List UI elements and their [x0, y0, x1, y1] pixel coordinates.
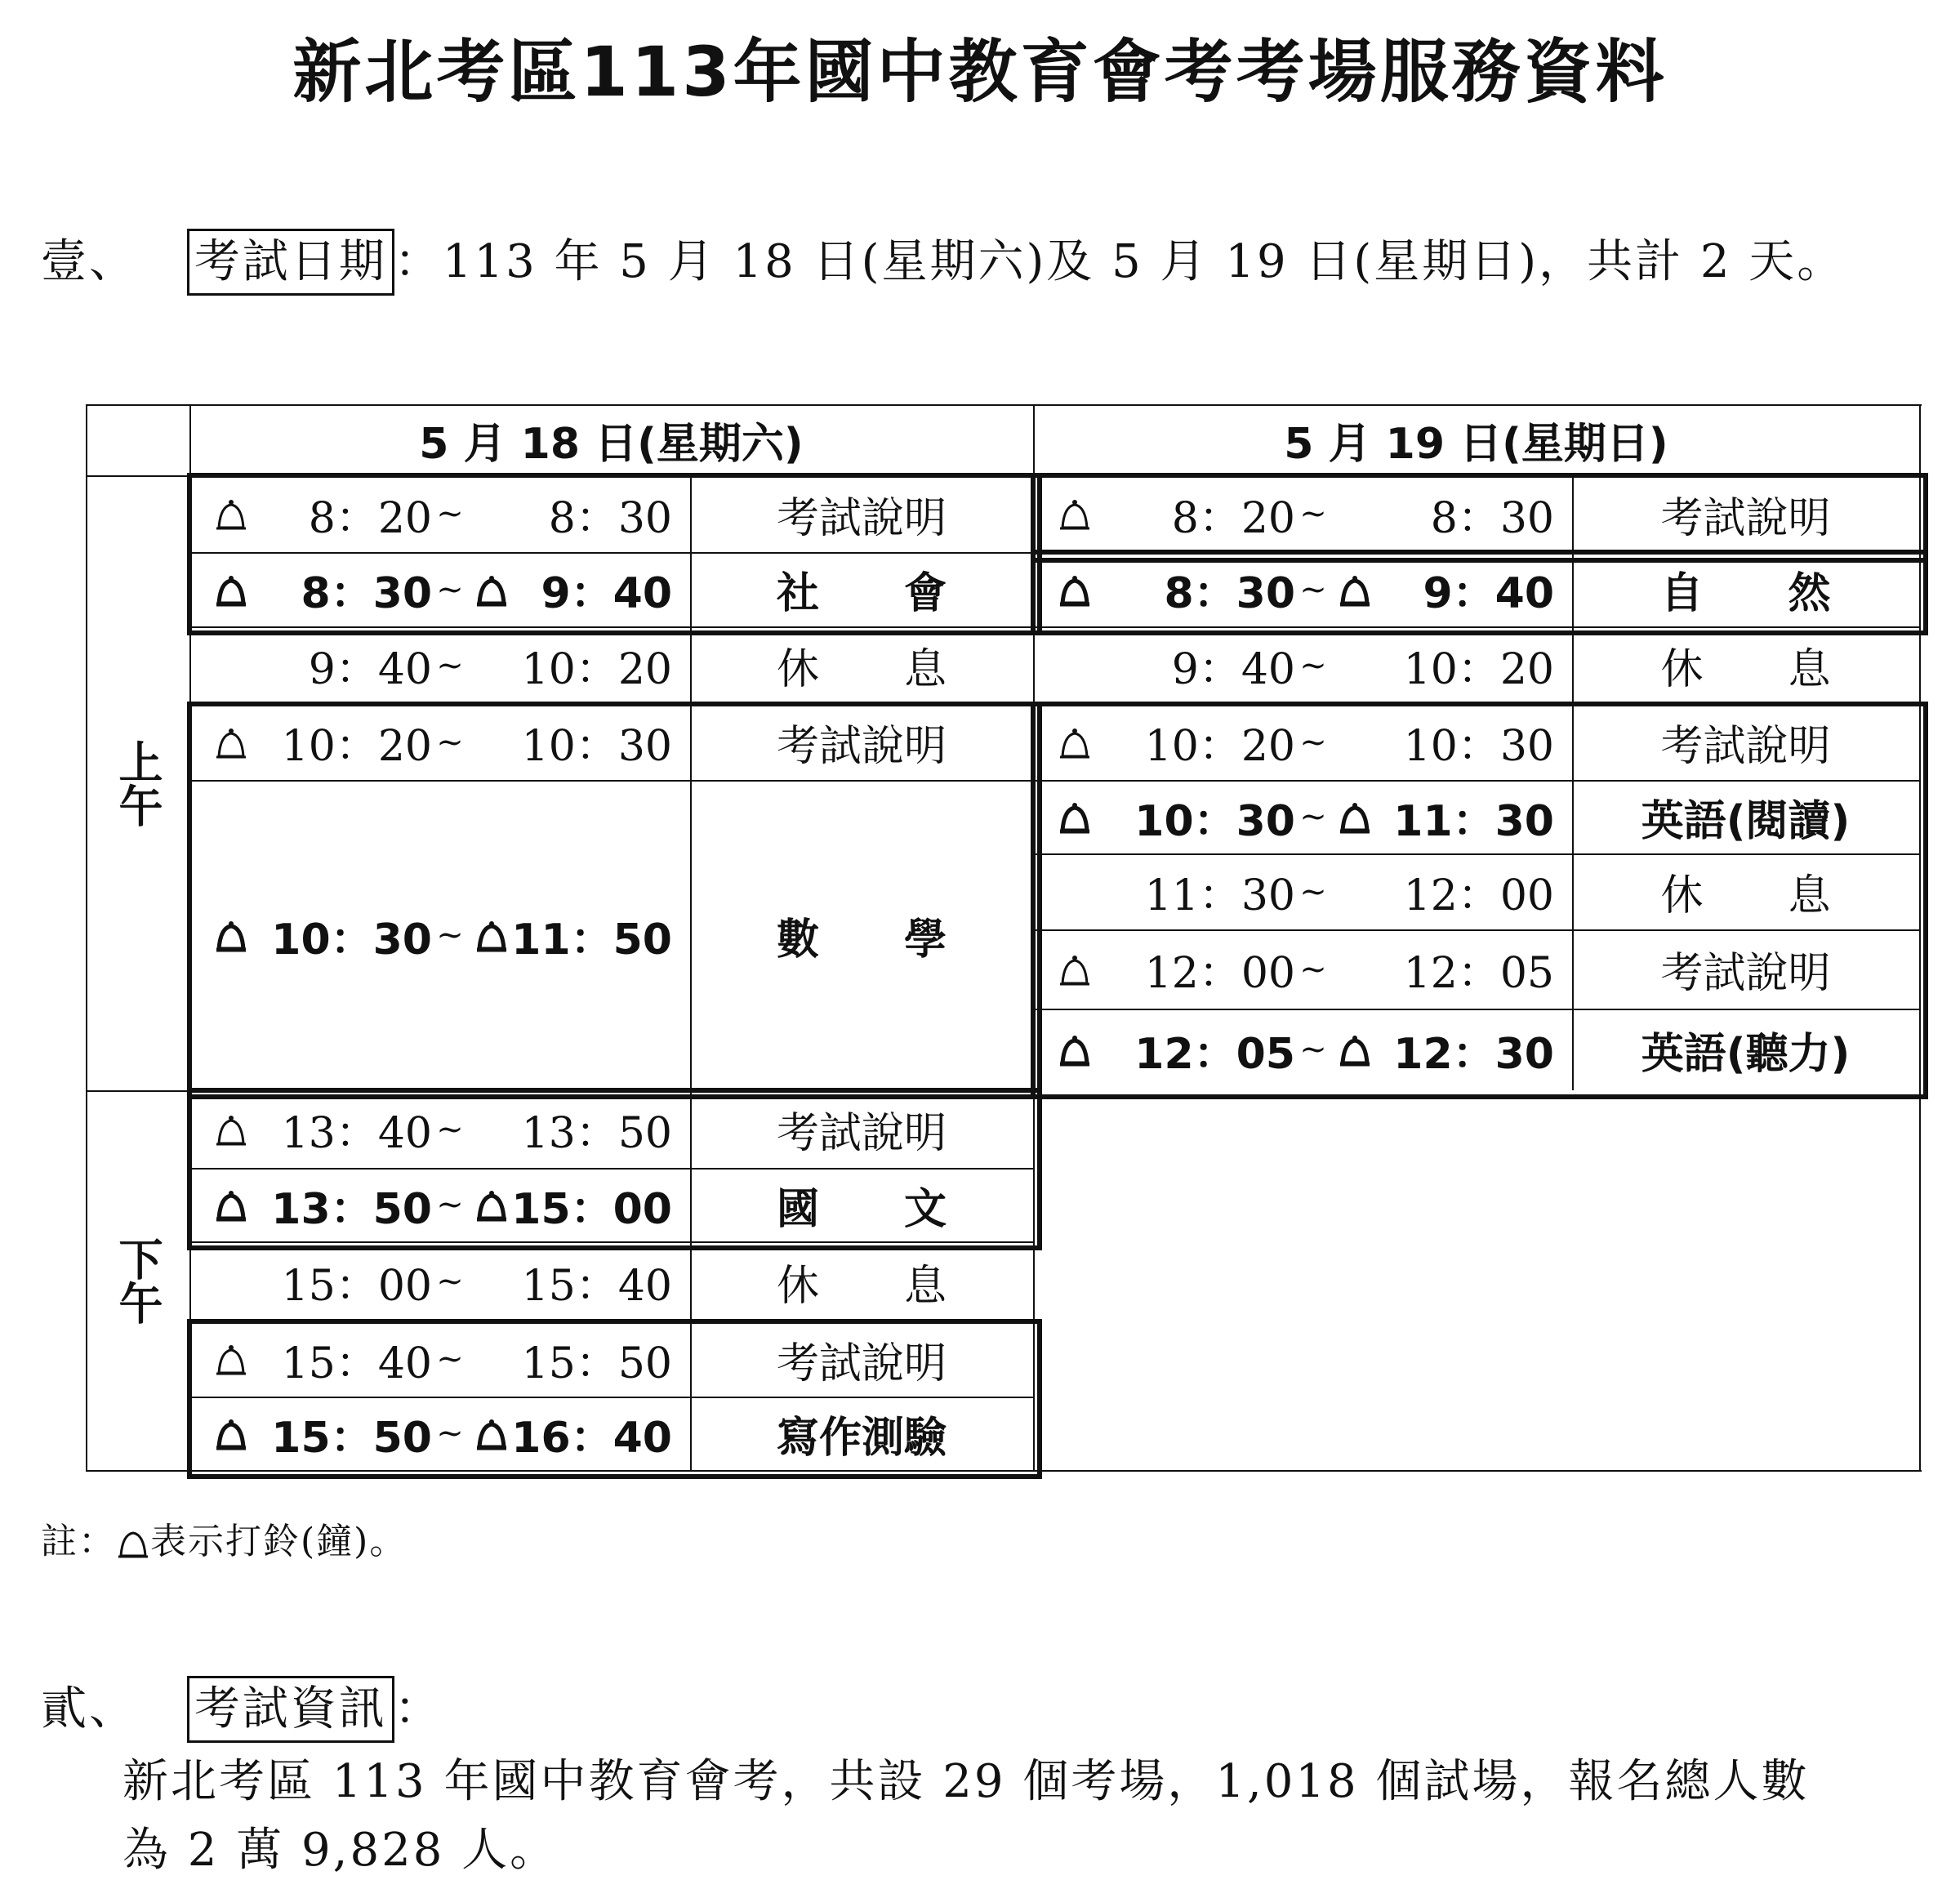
sat-row-3-subject: 考試說明 [776, 722, 947, 771]
sun-row-5-start-text: 11：30 [1144, 871, 1295, 920]
sun-row-7-start-text: 12：05 [1134, 1029, 1295, 1079]
sat-row-2-end [450, 626, 690, 704]
sat-row-0-start-text: 8：20 [308, 493, 432, 543]
sat-row-8-end-text: 15：50 [521, 1339, 672, 1388]
sun-row-1-thick-divider [1031, 550, 1928, 563]
sat-row-7-subject-divider [690, 1241, 692, 1321]
sat-row-7-subject: 休 息 [776, 1261, 947, 1311]
sat-row-2-start-text: 9：40 [308, 645, 432, 694]
sat-row-4-start-text: 10：30 [271, 915, 432, 965]
sat-social-group-border [187, 473, 1042, 635]
sat-row-8-start-text: 15：40 [281, 1339, 432, 1388]
sun-row-7-subject: 英語(聽力) [1641, 1029, 1851, 1079]
section-2-prefix: 貳、 [41, 1682, 137, 1735]
sat-row-9-subject: 寫作測驗 [776, 1413, 947, 1463]
section-2 [41, 1676, 443, 1743]
sat-row-1-subject: 社 會 [776, 569, 947, 618]
sat-row-5-start-text: 13：40 [281, 1109, 432, 1158]
sun-row-5-tilde: ~ [1299, 872, 1327, 911]
note-prefix: 註： [41, 1521, 116, 1562]
sun-row-1-tilde: ~ [1299, 570, 1327, 608]
am-label: 上午 [112, 738, 163, 827]
sun-row-3-subject: 考試說明 [1660, 722, 1831, 771]
sat-row-2-start [189, 626, 450, 704]
sun-row-2-end [1313, 626, 1572, 704]
sat-row-2-end-text: 10：20 [521, 645, 672, 694]
sun-row-6-end-text: 12：05 [1403, 949, 1554, 998]
sat-row-3-end-text: 10：30 [521, 722, 672, 771]
sun-english-group-border [1031, 702, 1928, 1099]
sun-row-5-end-text: 12：00 [1403, 871, 1554, 920]
sat-row-7-end [450, 1241, 690, 1321]
sun-row-3-start-text: 10：20 [1144, 722, 1295, 771]
sun-row-6-subject: 考試說明 [1660, 949, 1831, 998]
sat-row-7-end-text: 15：40 [521, 1261, 672, 1311]
sun-row-5-subject: 休 息 [1660, 871, 1831, 920]
sat-row-6-start-text: 13：50 [271, 1184, 432, 1234]
sat-row-4-tilde: ~ [436, 916, 464, 954]
sun-row-1-start-text: 8：30 [1164, 569, 1295, 618]
sat-row-1-end-text: 9：40 [541, 569, 672, 618]
sat-row-2-tilde: ~ [436, 646, 464, 684]
sun-row-7-tilde: ~ [1299, 1031, 1327, 1068]
sun-row-2-subject-divider [1572, 626, 1574, 704]
sat-row-5-end-text: 13：50 [521, 1109, 672, 1158]
sat-row-6-end-text: 15：00 [511, 1184, 672, 1234]
section-1-boxed-label: 考試日期 [187, 229, 394, 296]
sat-row-7-start-text: 15：00 [281, 1261, 432, 1311]
sat-row-2-subject-divider [690, 626, 692, 704]
sat-row-7-start [189, 1241, 450, 1321]
section-2-body [122, 1748, 1919, 1885]
section-2-boxed-label: 考試資訊 [187, 1676, 394, 1743]
section-1-text: ：113 年 5 月 18 日(星期六)及 5 月 19 日(星期日)，共計 2 天。 [394, 235, 1846, 288]
bell-outline-icon [116, 1526, 150, 1562]
sun-row-6-tilde: ~ [1299, 950, 1327, 988]
sun-row-1-subject: 自 然 [1660, 569, 1831, 618]
sun-row-2-start-text: 9：40 [1171, 645, 1295, 694]
sat-row-5-tilde: ~ [436, 1110, 464, 1148]
sun-row-2-subject: 休 息 [1660, 645, 1831, 694]
sat-row-5-subject: 考試說明 [776, 1109, 947, 1158]
sat-row-6-tilde: ~ [436, 1186, 464, 1223]
day2-header: 5 月 19 日(星期日) [1284, 420, 1668, 469]
page-title: 新北考區113年國中教育會考考場服務資料 [292, 32, 1668, 112]
section-2-line-1: 新北考區 113 年國中教育會考，共設 29 個考場，1,018 個試場，報名總人數 [122, 1755, 1810, 1808]
sat-row-0-subject: 考試說明 [776, 493, 947, 543]
sat-row-0-tilde: ~ [436, 495, 464, 532]
sat-row-1-start-text: 8：30 [301, 569, 432, 618]
sat-row-4-end-text: 11：50 [511, 915, 672, 965]
sun-row-4-end-text: 11：30 [1393, 796, 1554, 846]
note-text: 表示打鈴(鐘)。 [150, 1521, 408, 1562]
sat-row-8-tilde: ~ [436, 1340, 464, 1378]
sun-row-7-end-text: 12：30 [1393, 1029, 1554, 1079]
sat-row-6-subject: 國 文 [776, 1184, 947, 1234]
sat-row-2-subject: 休 息 [776, 645, 947, 694]
section-1-prefix: 壹、 [41, 235, 137, 288]
sun-row-3-tilde: ~ [1299, 723, 1327, 761]
sat-row-0-end-text: 8：30 [548, 493, 672, 543]
sun-row-2-start [1033, 626, 1313, 704]
sun-row-0-start-text: 8：20 [1171, 493, 1295, 543]
sun-row-6-start-text: 12：00 [1144, 949, 1295, 998]
sun-row-4-tilde: ~ [1299, 798, 1327, 835]
sun-row-0-subject: 考試說明 [1660, 493, 1831, 543]
sun-row-0-end-text: 8：30 [1430, 493, 1554, 543]
sat-row-9-end-text: 16：40 [511, 1413, 672, 1463]
sun-row-0-tilde: ~ [1299, 495, 1327, 532]
sat-row-3-tilde: ~ [436, 723, 464, 761]
section-2-colon: ： [394, 1682, 443, 1735]
sat-row-4-subject: 數 學 [776, 915, 947, 965]
sat-row-8-subject: 考試說明 [776, 1339, 947, 1388]
sun-row-3-end-text: 10：30 [1403, 722, 1554, 771]
day1-header: 5 月 18 日(星期六) [419, 420, 804, 469]
sat-row-1-tilde: ~ [436, 570, 464, 608]
sat-chinese-group-border [187, 1088, 1042, 1250]
sun-row-2-end-text: 10：20 [1403, 645, 1554, 694]
note [41, 1517, 407, 1566]
sat-row-9-start-text: 15：50 [271, 1413, 432, 1463]
pm-label: 下午 [112, 1236, 163, 1325]
sun-row-1-end-text: 9：40 [1423, 569, 1554, 618]
sun-row-2-tilde: ~ [1299, 646, 1327, 684]
sun-row-4-start-text: 10：30 [1134, 796, 1295, 846]
section-2-line-2: 為 2 萬 9,828 人。 [122, 1824, 559, 1877]
sat-math-group-border [187, 702, 1042, 1099]
sun-row-4-subject: 英語(閱讀) [1641, 796, 1851, 846]
sat-writing-group-border [187, 1319, 1042, 1479]
sat-row-9-tilde: ~ [436, 1415, 464, 1452]
sat-row-7-tilde: ~ [436, 1263, 464, 1300]
sat-row-3-start-text: 10：20 [281, 722, 432, 771]
